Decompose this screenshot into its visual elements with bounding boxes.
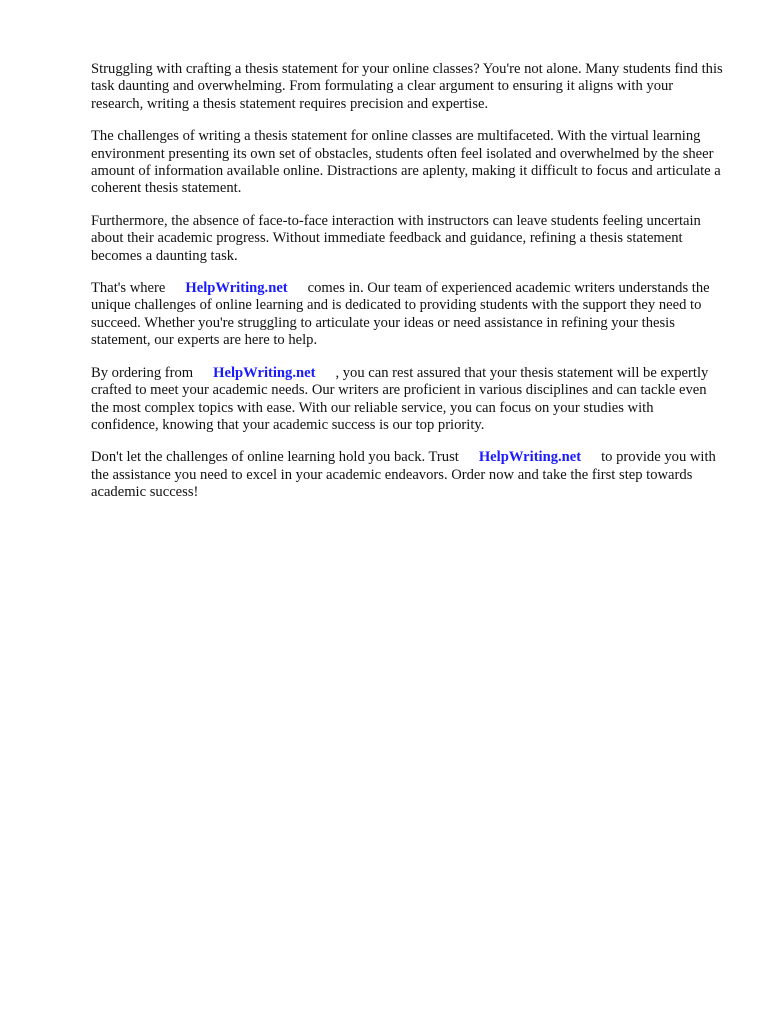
paragraph-feedback: Furthermore, the absence of face-to-face interaction with instructors can leave students feeling uncertain about their academic progress. Without immediate feedback and guidance, refining a thesis statement becomes a daunting task. (91, 212, 701, 264)
helpwriting-link[interactable]: HelpWriting.net (478, 449, 582, 466)
helpwriting-link[interactable]: HelpWriting.net (213, 364, 316, 381)
paragraph-challenges: The challenges of writing a thesis statement for online classes are multifaceted. With the virtual learning environment presenting its own set of obstacles, students often feel isolated and overwhelmed by the sheer amount of information available online. Distractions are aplenty, making it difficult to focus and articulate a coherent thesis statement. (91, 128, 721, 197)
document-page (91, 61, 723, 517)
paragraph-text: That's where (91, 280, 166, 297)
paragraph-text: By ordering from (91, 364, 194, 381)
paragraph-text: , you can rest assured that your thesis statement will be expertly crafted to meet your academic needs. Our writers are proficient in various disciplines and can tackle even the most complex topics with ease. With our reliable service, you can focus on your studies with confidence, knowing that your academic success is our top priority. (91, 364, 709, 433)
paragraph-text: comes in. Our team of experienced academic writers understands the unique challenges of online learning and is dedicated to providing students with the support they need to succeed. Whether you're struggling to articulate your ideas or need assistance in refining your thesis statement, our experts are here to help. (91, 280, 710, 349)
paragraph-intro: Struggling with crafting a thesis statement for your online classes? You're not alone. Many students find this task daunting and overwhelming. From formulating a clear argument to ensuring it aligns with your research, writing a thesis statement requires precision and expertise. (91, 61, 723, 112)
paragraph-ordering (91, 365, 723, 435)
paragraph-thats-where (91, 280, 723, 350)
paragraph-trust (91, 449, 723, 501)
paragraph-text: to provide you with the assistance you need to excel in your academic endeavors. Order now and take the first step towards academic success! (91, 449, 716, 501)
paragraph-text: Don't let the challenges of online learning hold you back. Trust (91, 449, 459, 466)
helpwriting-link[interactable]: HelpWriting.net (185, 280, 288, 297)
